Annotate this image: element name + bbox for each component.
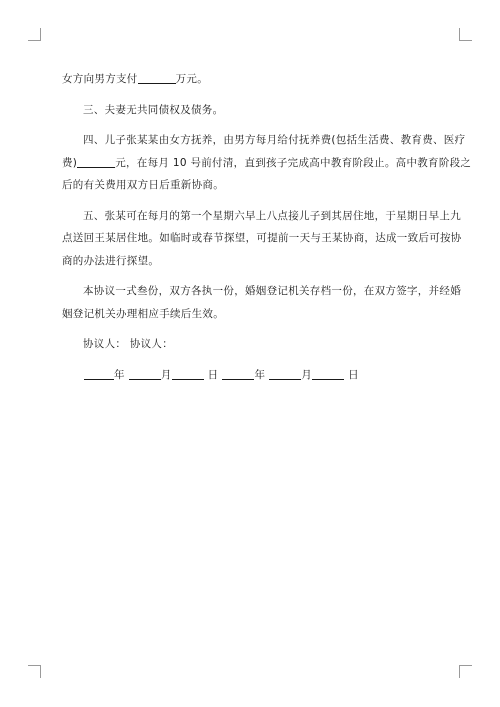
day-blank-1 bbox=[172, 367, 204, 380]
year-label-2: 年 bbox=[254, 368, 266, 381]
document-body bbox=[62, 68, 472, 386]
year-label-1: 年 bbox=[114, 368, 125, 381]
month-blank-2 bbox=[269, 367, 301, 380]
custody-line-2-before: 费) bbox=[62, 156, 78, 169]
date-line bbox=[62, 364, 442, 387]
visitation-line-1: 五、张某可在每月的第一个星期六早上八点接儿子到其居住地，于星期日早上九 bbox=[83, 209, 461, 222]
corner-mark-top-right bbox=[459, 28, 472, 41]
payment-text-before: 女方向男方支付 bbox=[62, 73, 138, 85]
support-amount-blank bbox=[77, 155, 115, 168]
custody-line-1: 四、儿子张某某由女方抚养，由男方每月给付抚养费(包括生活费、教育费、医疗 bbox=[83, 134, 466, 146]
year-blank-2 bbox=[222, 367, 254, 380]
copies-line-2: 姻登记机关办理相应手续后生效。 bbox=[62, 307, 224, 320]
signature-line: 协议人： 协议人： bbox=[83, 338, 174, 350]
amount-blank bbox=[138, 71, 176, 84]
month-label-1: 月 bbox=[160, 368, 172, 381]
corner-mark-top-left bbox=[28, 28, 41, 41]
day-label-1: 日 bbox=[207, 368, 219, 381]
payment-text-after: 万元。 bbox=[175, 73, 209, 85]
month-blank-1 bbox=[129, 367, 161, 380]
debt-clause: 三、夫妻无共同债权及债务。 bbox=[83, 103, 224, 116]
custody-clause bbox=[62, 129, 472, 197]
custody-line-2 bbox=[62, 152, 472, 175]
day-label-2: 日 bbox=[348, 368, 359, 381]
custody-line-2-after: 元，在每月 10 号前付清，直到孩子完成高中教育阶段止。高中教育阶段之 bbox=[115, 156, 472, 169]
visitation-line-2: 点送回王某居住地。如临时或春节探望，可提前一天与王某协商，达成一致后可按协 bbox=[62, 232, 462, 244]
copies-line-1: 本协议一式叁份，双方各执一份，婚姻登记机关存档一份，在双方签字，并经婚 bbox=[83, 285, 461, 297]
day-blank-2 bbox=[312, 367, 344, 380]
month-label-2: 月 bbox=[301, 368, 313, 381]
custody-line-3: 后的有关费用双方日后重新协商。 bbox=[62, 179, 224, 191]
copies-clause bbox=[62, 280, 461, 325]
visitation-clause bbox=[62, 205, 462, 273]
corner-mark-bottom-left bbox=[28, 665, 41, 678]
corner-mark-bottom-right bbox=[459, 665, 472, 678]
visitation-line-3: 商的办法进行探望。 bbox=[62, 254, 160, 267]
year-blank-1 bbox=[84, 367, 114, 380]
payment-paragraph bbox=[62, 68, 442, 91]
